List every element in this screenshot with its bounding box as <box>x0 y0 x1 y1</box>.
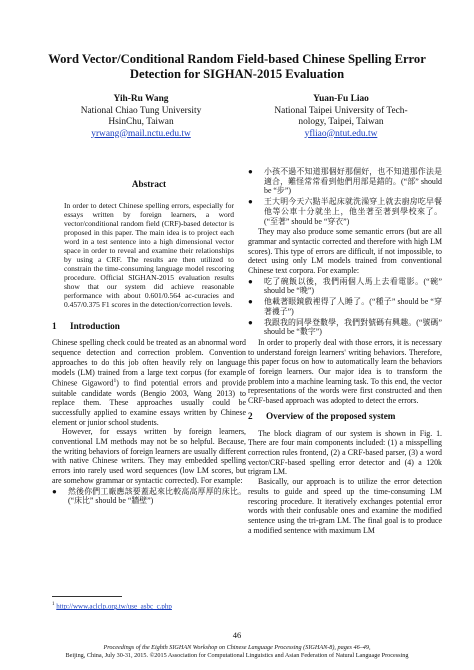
author-affiliation: National Taipei University of Tech- <box>274 105 408 116</box>
intro-paragraph-2: However, for essays written by foreign learners, conventional LM methods may not be so helpful. Because, the writing behaviors of foreign learners are usually different with native Chinese writers. They may embedded spelling errors into rarely used word sequences (low LM scores, but are somehow grammar or syntactic corrected). For example: <box>52 427 246 485</box>
bullet-icon: ● <box>248 317 253 327</box>
section-1-heading <box>52 322 246 332</box>
section-2-heading <box>248 412 442 422</box>
bullet-icon: ● <box>248 197 253 207</box>
example-bullet <box>52 487 246 506</box>
footnote-rule <box>52 596 122 597</box>
section-title: Introduction <box>70 320 120 331</box>
footnote-url-link[interactable]: http://www.aclclp.org.tw/use_asbc_c.php <box>56 602 172 611</box>
intro-paragraph-1 <box>52 338 246 427</box>
example-bullet <box>248 297 442 316</box>
title-line-1: Word Vector/Conditional Random Field-based Chinese Spelling Error <box>48 52 426 66</box>
page-number: 46 <box>232 630 242 640</box>
author-name: Yuan-Fu Liao <box>313 94 369 104</box>
footnote-marker[interactable]: 1 <box>113 378 117 385</box>
proceedings-line-1: Proceedings of the Eighth SIGHAN Workshop on Chinese Language Processing (SIGHAN-8), pages 46–49, <box>103 644 371 651</box>
bullet-text: 吃了碗飯以後，我們兩個人馬上去看電影。(“碗” should be “晚”) <box>264 276 442 296</box>
overview-paragraph-2: Basically, our approach is to utilize the error detection results to guide and speed up the time-consuming LM rescoring procedure. It iteratively exchanges potential error words with their confusable ones and examine the modified sentence using the tri-gram LM. The final goal is to produce a modified sentence with maximum LM <box>248 477 442 535</box>
author-location: nology, Taipei, Taiwan <box>298 117 384 127</box>
bullet-text: 他載著眼鏡戲裡得了人睡了。(“種子” should be “穿著襪子”) <box>264 297 442 316</box>
bullet-text: 王大明今天六點半起床就洗澡穿上就去廚房吃早餐他等公車十分就坐上，他坐著至著到學校來了。(“至著” should be “穿衣”) <box>264 197 442 226</box>
author-email-link[interactable]: yfliao@ntut.edu.tw <box>304 128 378 139</box>
bullet-text: 然後你們工廠應該要蓋起來比較高高厚厚的床比。(“床比” should be “牆壁”) <box>68 486 246 506</box>
semantic-errors-paragraph: They may also produce some semantic errors (but are all grammar and syntactic corrected and therefore with high LM scores). This type of errors are difficult, if not impossible, to detect using only LM models trained from conventional Chinese text corpora. For example: <box>248 227 442 276</box>
bullet-icon: ● <box>52 486 57 496</box>
example-bullet <box>248 277 442 296</box>
proceedings-footer <box>30 644 444 659</box>
left-column <box>52 166 246 507</box>
author-block-1 <box>66 94 216 140</box>
author-block-2 <box>256 94 426 140</box>
author-name: Yih-Ru Wang <box>113 94 169 104</box>
section-number: 1 <box>52 320 57 331</box>
right-column <box>248 166 442 535</box>
approach-paragraph: In order to properly deal with those errors, it is necessary to understand foreign learners' writing behaviors. Therefore, this paper focus on how to automatically learn the behaviors of foreign learners. Our major idea is to transform the problem into a machine learning task. To this end, the vector representations of the words were first constructed and then CRF-based approach was adopted to detect the errors. <box>248 337 442 406</box>
paper-title <box>30 52 444 82</box>
bullet-icon: ● <box>248 297 253 307</box>
example-bullet <box>248 197 442 226</box>
section-number: 2 <box>248 410 253 421</box>
intro-text: Chinese spelling check could be treated as an abnormal word sequence detection and correction problem. Convention approaches to do this job often heavily rely on language models (LM) trained from a large text corpus (for example Chinese Gigaword <box>52 338 246 388</box>
author-email-link[interactable]: yrwang@mail.nctu.edu.tw <box>91 128 191 139</box>
proceedings-line-2: Beijing, China, July 30-31, 2015. ©2015 Association for Computational Linguistics and Asian Federation of Natural Language Processing <box>65 651 409 659</box>
abstract-text: In order to detect Chinese spelling errors, especially for essays written by foreign learners, a word vector/conditional random field (CRF)-based detector is proposed in this paper. The main idea is to project each word in a test sentence into a high dimensional vector space in order to reveal and examine their relationships by using a CRF. The results are then utilized to constrain the time-consuming language model rescoring procedure. Official SIGHAN-2015 evaluation results show that our system did achieve reasonable performance with about 0.601/0.564 ac-curacies and 0.457/0.375 F1 scores in the detection/correction levels. <box>64 200 234 309</box>
title-line-2: Detection for SIGHAN-2015 Evaluation <box>129 67 345 81</box>
example-bullet <box>248 167 442 196</box>
abstract-heading: Abstract <box>131 179 167 189</box>
author-affiliation: National Chiao Tung University <box>80 105 202 116</box>
overview-paragraph-1: The block diagram of our system is shown in Fig. 1. There are four main components included: (1) a misspelling correction rules frontend, (2) a CRF-based parser, (3) a word vector/CRF-based spelling error detector and (4) a 120k trigram LM. <box>248 428 442 477</box>
bullet-text: 小孩不過不知道那個好那個好，也不知道那作法是適合，難怪常常看到他們用部是錯的。(“部” should be “步”) <box>264 167 442 196</box>
author-location: HsinChu, Taiwan <box>108 117 174 127</box>
bullet-icon: ● <box>248 276 253 286</box>
example-bullet <box>248 318 442 337</box>
bullet-icon: ● <box>248 167 253 176</box>
section-title: Overview of the proposed system <box>266 410 396 421</box>
footnote <box>52 600 172 611</box>
intro-text: ) to find potential errors and provide suitable candidate words (Bengio 2003, Wang 2013) to replace them. These approaches usually could be successfully applied to examine essays written by Chinese element or junior school students. <box>52 378 246 427</box>
footnote-number: 1 <box>52 602 55 607</box>
bullet-text: 我跟我的同學登數學，我們對號碼有興趣。(“號碼” should be “數字”) <box>264 317 442 337</box>
